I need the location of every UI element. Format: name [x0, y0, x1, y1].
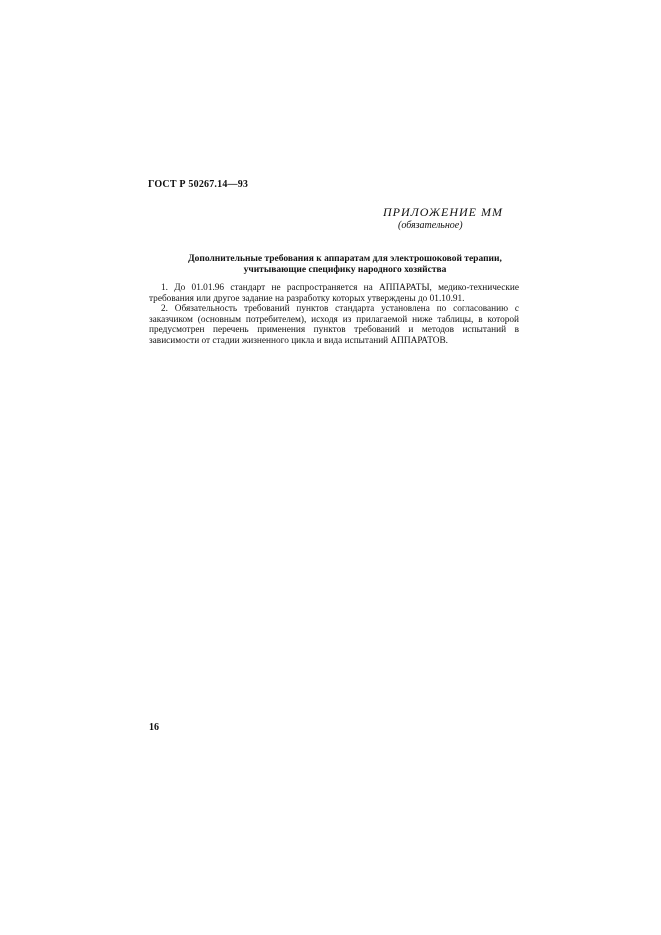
appendix-status: (обязательное) [398, 220, 463, 231]
paragraph-1: 1. До 01.01.96 стандарт не распространяется на АППАРАТЫ, медико-технические требования или другое задание на разработку которых утверждены до 01.10.91. [149, 283, 519, 304]
standard-code: ГОСТ Р 50267.14—93 [148, 179, 249, 190]
document-title-line-2: учитывающие специфику народного хозяйства [243, 265, 447, 275]
appendix-heading [380, 205, 520, 232]
document-body [149, 283, 519, 346]
paragraph-2: 2. Обязательность требований пунктов стандарта установлена по согласованию с заказчиком (основным потребителем), исходя из прилагаемой ниже таблицы, в которой предусмотрен перечень применения пунктов требований и методов испытаний в зависимости от стадии жизненного цикла и вида испытаний АППАРАТОВ. [149, 304, 519, 346]
appendix-title: ПРИЛОЖЕНИЕ ММ [383, 205, 503, 219]
document-title-line-1: Дополнительные требования к аппаратам для электрошоковой терапии, [188, 254, 502, 264]
document-title [160, 254, 530, 276]
page-number: 16 [149, 722, 159, 733]
